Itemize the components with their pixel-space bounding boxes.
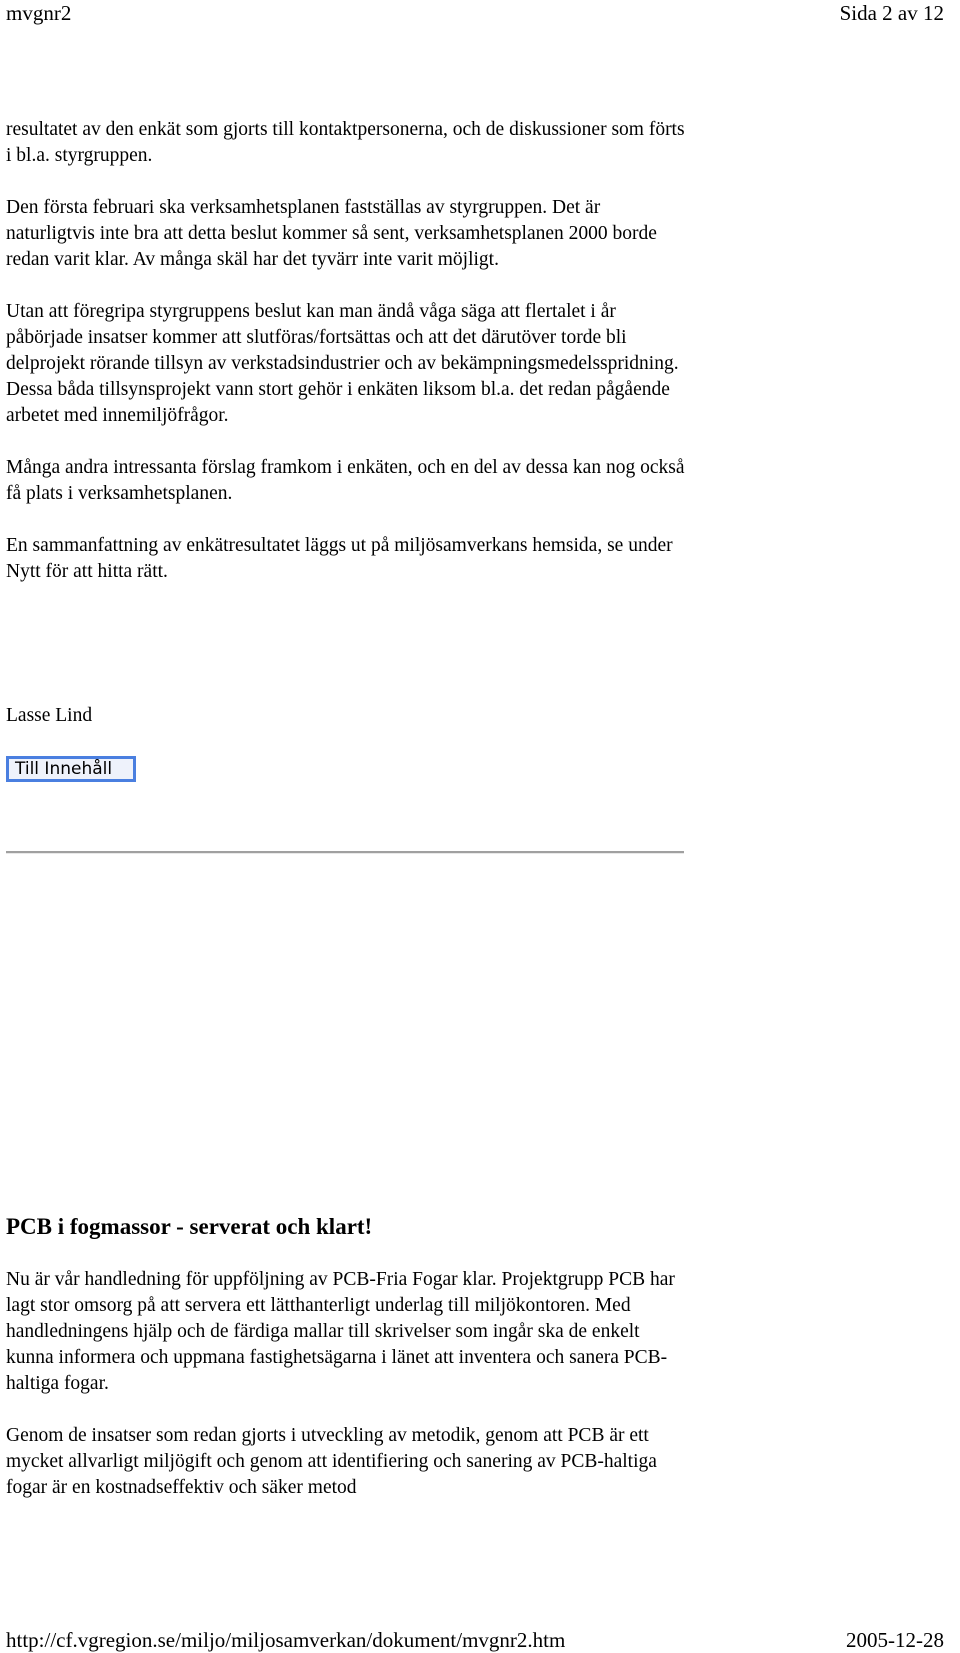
paragraph: Genom de insatser som redan gjorts i utveckling av metodik, genom att PCB är ett mycket allvarligt miljögift och genom att identifiering och sanering av PCB-haltiga fogar är en kostnadseffektiv och säker metod (6, 1425, 657, 1498)
article-body (6, 117, 686, 611)
print-date: 2005-12-28 (846, 1628, 944, 1652)
horizontal-divider (6, 851, 684, 854)
section-heading: PCB i fogmassor - serverat och klart! (6, 1214, 373, 1239)
author-signature: Lasse Lind (6, 705, 93, 726)
table-of-contents-button[interactable]: Till Innehåll (6, 756, 136, 782)
paragraph: Den första februari ska verksamhetsplanen fastställas av styrgruppen. Det är naturligtvis inte bra att detta beslut kommer så sent, verksamhetsplanen 2000 borde redan varit klar. Av många skäl har det tyvärr inte varit möjligt. (6, 197, 657, 270)
page-number: Sida 2 av 12 (839, 1, 944, 25)
paragraph: Nu är vår handledning för uppföljning av PCB-Fria Fogar klar. Projektgrupp PCB har lagt stor omsorg på att servera ett lätthanterligt underlag till miljökontoren. Med handledningens hjälp och de färdiga mallar till skrivelser som ingår ska de enkelt kunna informera och uppmana fastighetsägarna i länet att inventera och sanera PCB-haltiga fogar. (6, 1269, 675, 1394)
page-url: http://cf.vgregion.se/miljo/miljosamverkan/dokument/mvgnr2.htm (6, 1628, 566, 1652)
page-header-title: mvgnr2 (6, 1, 72, 25)
pcb-article (6, 1213, 686, 1527)
paragraph: Många andra intressanta förslag framkom i enkäten, och en del av dessa kan nog också få plats i verksamhetsplanen. (6, 457, 685, 504)
paragraph: resultatet av den enkät som gjorts till kontaktpersonerna, och de diskussioner som förts i bl.a. styrgruppen. (6, 119, 685, 166)
paragraph: Utan att föregripa styrgruppens beslut kan man ändå våga säga att flertalet i år påbörjade insatser kommer att slutföras/fortsättas och att det därutöver torde bli delprojekt rörande tillsyn av verkstadsindustrier och av bekämpningsmedelsspridning. Dessa båda tillsynsprojekt vann stort gehör i enkäten liksom bl.a. det redan pågående arbetet med innemiljöfrågor. (6, 301, 679, 426)
paragraph: En sammanfattning av enkätresultatet läggs ut på miljösamverkans hemsida, se under Nytt för att hitta rätt. (6, 535, 673, 582)
